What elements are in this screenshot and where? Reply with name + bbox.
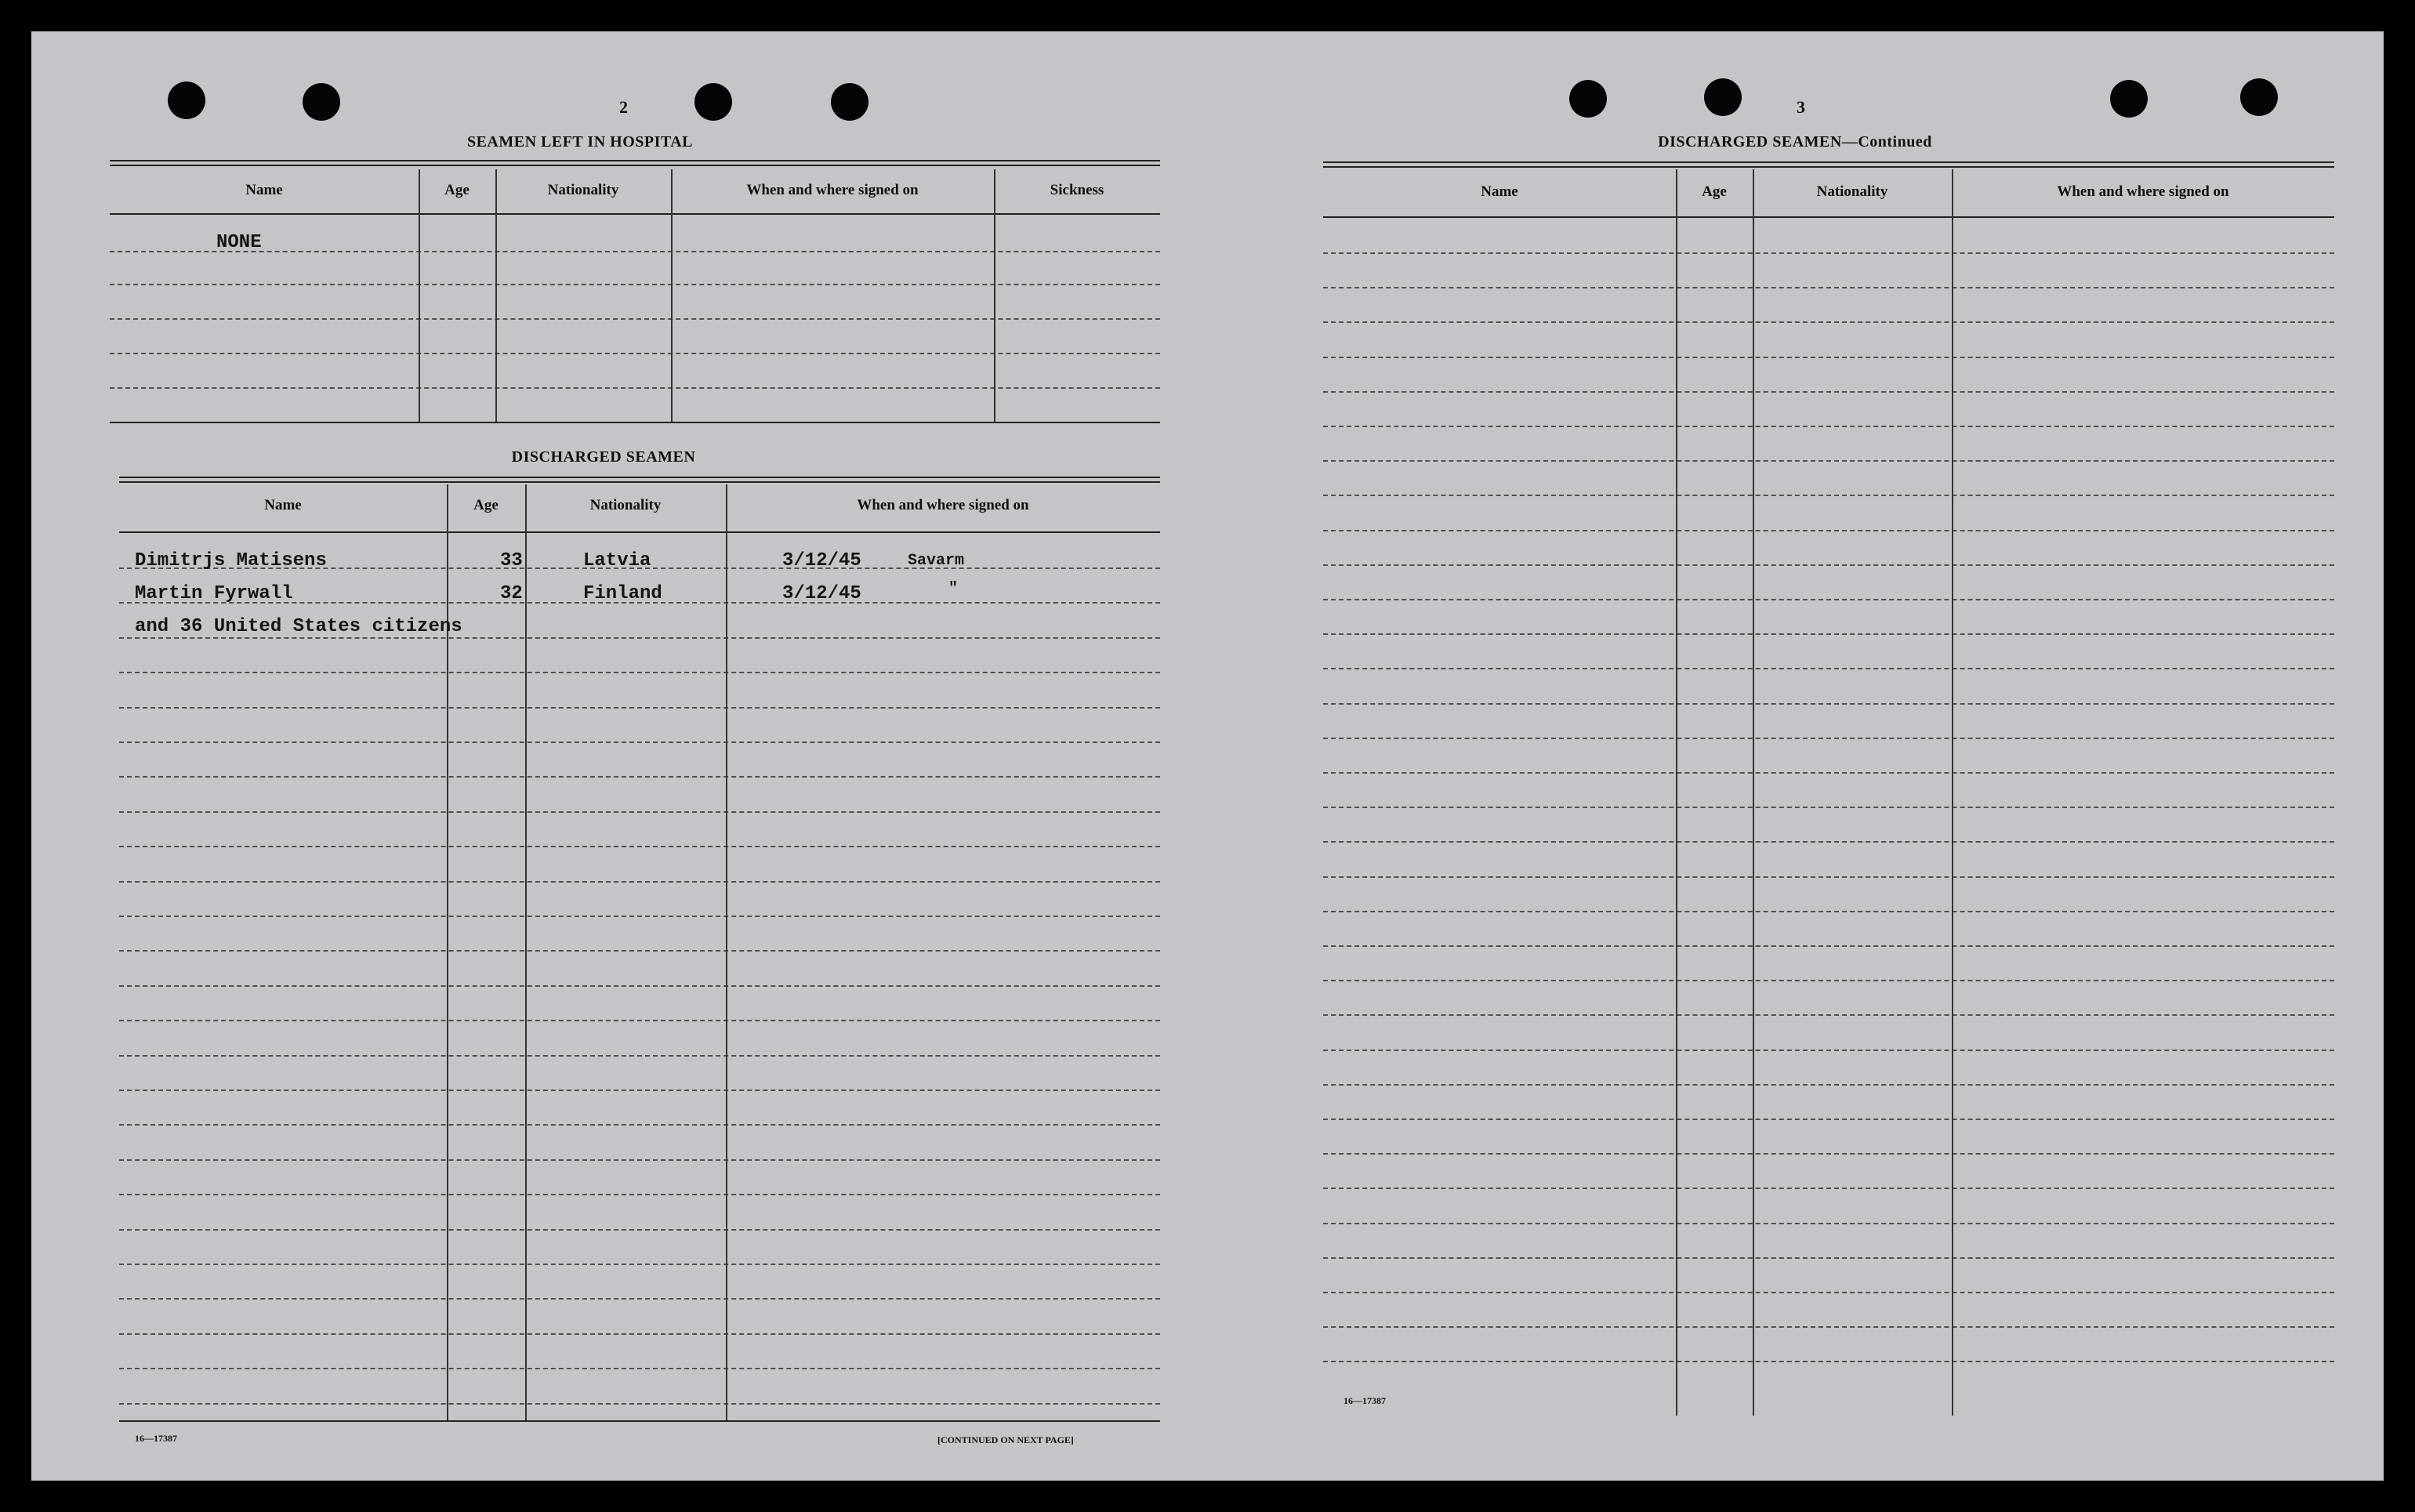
column-divider [419,169,420,423]
row-line [119,1403,1160,1405]
column-header-nationality: Nationality [1816,183,1888,200]
left-page [31,31,1223,1481]
row-line [1323,357,2334,358]
row-line [1323,426,2334,427]
page-number: 3 [1797,97,1805,117]
row-line [1323,772,2334,774]
row-line [110,318,1160,320]
column-header-nationality: Nationality [547,182,619,198]
hospital-entry: NONE [216,232,262,253]
row-line [119,1264,1160,1265]
row-line [119,637,1160,639]
row-line [119,985,1160,987]
row-line [1323,633,2334,635]
column-header-nationality: Nationality [589,497,662,513]
seaman-nationality: Finland [583,583,662,604]
row-line [1323,391,2334,393]
row-line [119,950,1160,952]
row-line [110,387,1160,389]
header-rule [110,213,1160,215]
column-header-age: Age [444,182,470,198]
row-line [1323,495,2334,496]
row-line [110,284,1160,285]
row-line [1323,599,2334,600]
row-line [1323,530,2334,531]
column-header-sickness: Sickness [1050,182,1104,198]
row-line [1323,287,2334,288]
column-header-signed-on: When and where signed on [2057,183,2229,200]
row-line [1323,703,2334,705]
row-line [119,1124,1160,1126]
seaman-name: and 36 United States citizens [135,616,462,637]
row-line [1323,668,2334,669]
row-line [1323,876,2334,878]
column-header-signed-on: When and where signed on [857,497,1029,513]
seaman-signed-on-date: 3/12/45 [782,550,861,571]
row-line [1323,1153,2334,1155]
row-line [119,1298,1160,1300]
form-number: 16—17387 [1343,1395,1386,1406]
row-line [1323,1014,2334,1016]
page-number: 2 [619,97,628,117]
row-line [1323,252,2334,254]
row-line [1323,1223,2334,1224]
row-line [1323,841,2334,843]
row-line [1323,1084,2334,1086]
row-line [119,1368,1160,1369]
seaman-name: Martin Fyrwall [135,583,293,604]
column-divider [726,484,727,1420]
column-divider [671,169,673,423]
row-line [119,1020,1160,1021]
row-line [119,1159,1160,1161]
column-header-name: Name [1481,183,1518,200]
seaman-signed-on-place: Savarm [908,552,965,570]
row-line [1323,1187,2334,1189]
row-line [1323,1326,2334,1328]
table-rule [119,477,1160,483]
row-line [1323,807,2334,808]
row-line [110,353,1160,354]
hospital-section-title: SEAMEN LEFT IN HOSPITAL [466,133,694,150]
table-rule [110,422,1160,423]
row-line [1323,1119,2334,1120]
column-divider [495,169,497,423]
row-line [1323,980,2334,981]
row-line [119,1194,1160,1195]
row-line [119,1229,1160,1231]
seaman-signed-on-date: 3/12/45 [782,583,861,604]
form-number: 16—17387 [135,1433,177,1444]
right-page [1254,31,2384,1481]
row-line [119,811,1160,813]
row-line [110,251,1160,252]
row-line [1323,564,2334,566]
row-line [1323,460,2334,462]
table-rule [1323,161,2334,168]
row-line [119,916,1160,917]
row-line [1323,911,2334,912]
column-header-signed-on: When and where signed on [746,182,919,198]
row-line [119,1055,1160,1057]
column-divider [994,169,995,423]
seaman-nationality: Latvia [583,550,651,571]
row-line [119,707,1160,709]
title-suffix: —Continued [1841,133,1932,150]
column-header-name: Name [264,497,302,513]
row-line [1323,945,2334,947]
table-rule [119,1420,1160,1422]
row-line [119,846,1160,847]
row-line [1323,1361,2334,1362]
row-line [119,1333,1160,1335]
row-line [119,672,1160,673]
column-header-age: Age [1702,183,1727,200]
row-line [1323,1050,2334,1051]
row-line [1323,738,2334,739]
row-line [119,881,1160,883]
row-line [119,776,1160,778]
table-rule [110,160,1160,166]
row-line [1323,1292,2334,1293]
seaman-name: Dimitrjs Matisens [135,550,327,571]
discharged-section-title: DISCHARGED SEAMEN [511,448,696,466]
column-divider [525,484,527,1420]
seaman-signed-on-place: " [948,580,959,598]
header-rule [119,531,1160,533]
continued-note: [CONTINUED ON NEXT PAGE] [937,1434,1074,1445]
column-header-age: Age [473,497,499,513]
row-line [119,1090,1160,1091]
row-line [1323,321,2334,323]
scanned-document [31,31,2384,1481]
seaman-age: 32 [500,583,523,604]
title-main: DISCHARGED SEAMEN [1658,133,1842,150]
seaman-age: 33 [500,550,523,571]
row-line [119,741,1160,743]
column-header-name: Name [245,182,283,198]
row-line [1323,1257,2334,1259]
discharged-continued-title [1599,133,1991,151]
header-rule [1323,216,2334,218]
